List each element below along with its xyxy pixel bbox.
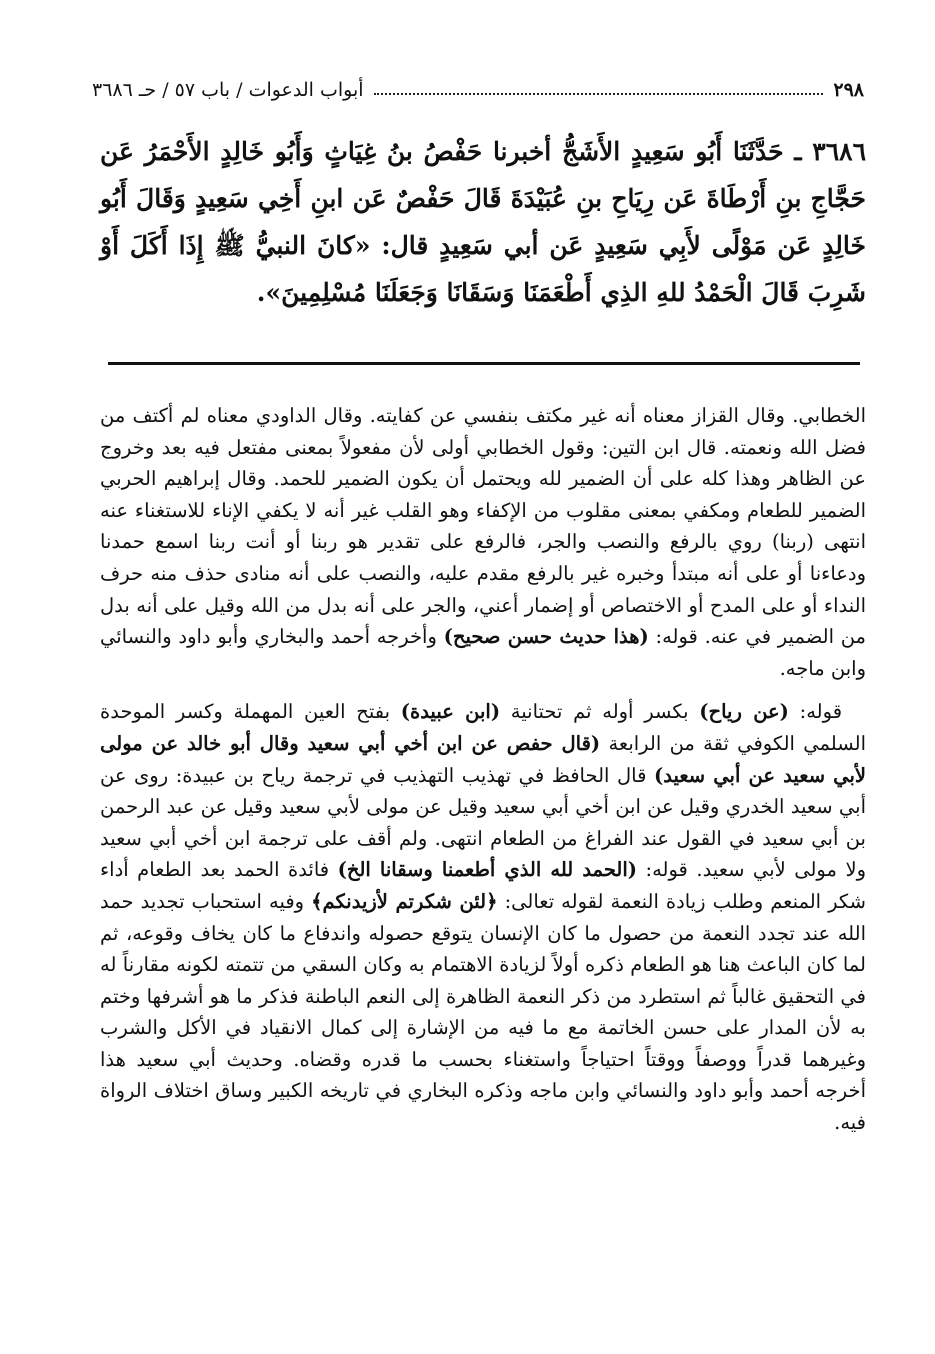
commentary-text: بفتح العين المهملة وكسر الموحدة السلمي الكوفي ثقة من الرابعة — [100, 700, 866, 755]
commentary-block — [100, 400, 866, 1139]
commentary-quote: (الحمد لله الذي أطعمنا وسقانا الخ) — [337, 858, 638, 882]
commentary-quote: (هذا حديث حسن صحيح) — [443, 625, 649, 649]
commentary-paragraph-2 — [100, 696, 866, 1138]
hadith-number: ٣٦٨٦ ـ — [794, 137, 866, 166]
commentary-text: الخطابي. وقال القزاز معناه أنه غير مكتف بنفسي عن كفايته. وقال الداودي معناه لم أكتف من فضل الله ونعمته. قال ابن التين: وقول الخطابي أولى لأن مفعولاً بمعنى مفتعل فيه بعد وخروج عن الظاهر وهذا كله على أن الضمير لله ويحتمل أن يكون الضمير للحمد. وقال إبراهيم الحربي الضمير للطعام ومكفي بمعنى مقلوب من الإكفاء وهو القلب غير أنه لا يكفي الإناء للاستغناء عنه انتهى (ربنا) روي بالرفع والنصب والجر، فالرفع على تقدير هو ربنا أو أنت ربنا اسمع حمدنا ودعاءنا أو على أنه مبتدأ وخبره غير بالرفع مقدم عليه، والنصب على أنه منادى حذف منه حرف النداء أو على المدح أو الاختصاص أو إضمار أعني، والجر على أنه بدل من الله وقيل على أنه بدل من الضمير في عنه. قوله: — [100, 404, 867, 649]
page-header — [92, 72, 864, 108]
header-dot-leader — [374, 93, 824, 95]
quran-verse: ﴿لئن شكرتم لأزيدنكم﴾ — [311, 889, 498, 913]
commentary-quote: (عن رياح) — [699, 700, 789, 724]
commentary-quote: (ابن عبيدة) — [400, 700, 501, 724]
commentary-text: وفيه استحباب تجديد حمد الله عند تجدد النعمة من حصول ما كان الإنسان يتوقع حصوله واندفاع ما كان يخاف وقوعه، ثم لما كان الباعث هنا هو الطعام ذكره أولاً لزيادة الاهتمام به وكان السقي من تتمته لكونه مقارناً له في التحقيق غالباً ثم استطرد من ذكر النعمة الظاهرة إلى النعم الباطنة فذكر ما هو أشرفها وختم به لأن المدار على حسن الخاتمة مع ما فيه من الإشارة إلى كمال الانقياد في الأكل والشرب وغيرهما قدراً ووصفاً ووقتاً احتياجاً واستغناء بحسب ما قدره وقضاه. وحديث أبي سعيد هذا أخرجه أحمد وأبو داود والنسائي وابن ماجه وذكره البخاري في تاريخه الكبير وساق اختلاف الرواة فيه. — [100, 889, 866, 1135]
commentary-text: فائدة الحمد بعد الطعام أداء شكر المنعم وطلب زيادة النعمة لقوله تعالى: — [100, 858, 866, 913]
commentary-text: بكسر أوله ثم تحتانية — [510, 700, 689, 724]
running-title: أبواب الدعوات / باب ٥٧ / حـ ٣٦٨٦ — [92, 79, 364, 101]
commentary-quote: (قال حفص عن ابن أخي أبي سعيد وقال أبو خالد عن مولى لأبي سعيد عن أبي سعيد) — [100, 731, 866, 787]
section-divider — [108, 362, 860, 365]
commentary-text: قوله: — [799, 700, 843, 724]
commentary-text: وأخرجه أحمد والبخاري وأبو داود والنسائي وابن ماجه. — [100, 625, 866, 680]
hadith-text: حَدَّثَنَا أَبُو سَعِيدٍ الأَشَجُّ أخبرنا حَفْصُ بنُ غِيَاثٍ وَأَبُو خَالِدٍ الأَحْمَرُ عَن حَجَّاجِ بنِ أَرْطَاةَ عَن رِيَاحِ بنِ عُبَيْدَةَ قَالَ حَفْصٌ عَن ابنِ أَخِي سَعِيدٍ وَقَالَ أَبُو خَالِدٍ عَن مَوْلًى لأَبِي سَعِيدٍ عَن أبي سَعِيدٍ قال: «كانَ النبيُّ ﷺ إِذَا أَكَلَ أَوْ شَرِبَ قَالَ الْحَمْدُ للهِ الذِي أَطْعَمَنَا وَسَقَانَا وَجَعَلَنَا مُسْلِمِينَ». — [100, 137, 866, 307]
hadith-text-block — [100, 128, 866, 316]
commentary-text: قال الحافظ في تهذيب التهذيب في ترجمة رياح بن عبيدة: روى عن أبي سعيد الخدري وقيل عن ابن أخي أبي سعيد وقيل عن مولى لأبي سعيد وقيل عن عبد الرحمن بن أبي سعيد في القول عند الفراغ من الطعام انتهى. ولم أقف على ترجمة ابن أخي أبي سعيد ولا مولى لأبي سعيد. قوله: — [100, 763, 866, 882]
page-number: ٢٩٨ — [833, 79, 864, 101]
commentary-paragraph-1 — [100, 400, 866, 684]
